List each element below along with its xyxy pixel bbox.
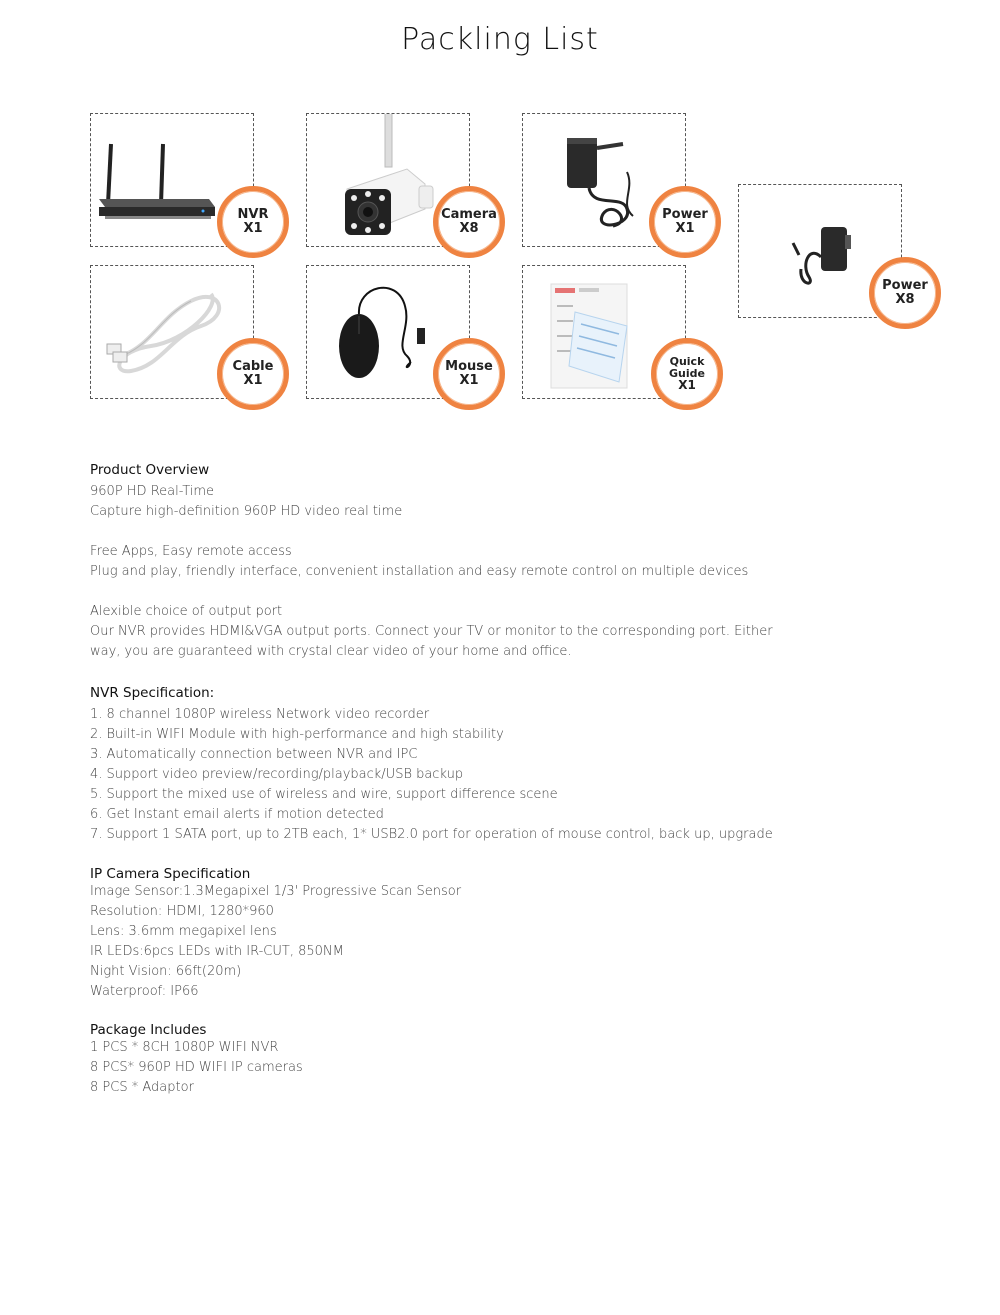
badge-qty: X1	[243, 373, 263, 388]
item-power-adapters	[738, 184, 928, 318]
item-nvr	[90, 113, 269, 247]
badge-qty: X1	[459, 373, 479, 388]
badge-mouse	[433, 338, 505, 410]
section-title: Product Overview	[90, 462, 210, 478]
badge-camera	[433, 186, 505, 258]
spec-line: 4. Support video preview/recording/playback/USB backup	[90, 767, 464, 782]
overview-line: 960P HD Real-Time	[90, 484, 215, 499]
package-includes-section	[90, 1022, 790, 1098]
item-power-adapter	[522, 113, 708, 247]
overview-line: Plug and play, friendly interface, convenient installation and easy remote control on multiple devices	[90, 564, 749, 579]
badge-qty: X1	[675, 221, 695, 236]
badge-nvr	[217, 186, 289, 258]
badge-qty: X1	[243, 221, 263, 236]
badge-label: Cable	[232, 359, 274, 375]
ip-camera-image	[307, 114, 447, 248]
package-line: 1 PCS * 8CH 1080P WIFI NVR	[90, 1040, 279, 1055]
badge-qty: X8	[459, 221, 479, 236]
badge-qty: X1	[678, 378, 696, 393]
package-line: 8 PCS * Adaptor	[90, 1080, 194, 1095]
quick-guide-image	[523, 266, 663, 400]
mouse-image	[307, 266, 447, 400]
overview-line: Capture high-definition 960P HD video real time	[90, 504, 403, 519]
badge-power-x8	[869, 257, 941, 329]
overview-line: Alexible choice of output port	[90, 604, 283, 619]
item-camera	[306, 113, 497, 247]
spec-line: Image Sensor:1.3Megapixel 1/3' Progressive Scan Sensor	[90, 884, 462, 899]
package-line: 8 PCS* 960P HD WIFI IP cameras	[90, 1060, 303, 1075]
spec-line: 3. Automatically connection between NVR and IPC	[90, 747, 418, 762]
badge-qty: X8	[895, 292, 915, 307]
spec-line: 1. 8 channel 1080P wireless Network video recorder	[90, 707, 430, 722]
section-title: NVR Specification:	[90, 685, 215, 701]
spec-line: Night Vision: 66ft(20m)	[90, 964, 242, 979]
badge-quick-guide	[651, 338, 723, 410]
badge-power-x1	[649, 186, 721, 258]
page-title: Packling List	[401, 22, 599, 57]
item-mouse	[306, 265, 493, 399]
power-adapter-image	[523, 114, 663, 248]
badge-label-line1: Quick	[669, 355, 705, 369]
spec-line: 6. Get Instant email alerts if motion detected	[90, 807, 384, 822]
power-adapter-image	[739, 185, 879, 319]
item-quick-guide	[522, 265, 705, 399]
badge-label: Power	[882, 278, 928, 294]
badge-cable	[217, 338, 289, 410]
badge-label: NVR	[237, 207, 269, 223]
overview-line: way, you are guaranteed with crystal clear video of your home and office.	[90, 644, 572, 659]
ip-camera-spec-section	[90, 866, 790, 1002]
spec-line: Waterproof: IP66	[90, 984, 199, 999]
spec-line: 5. Support the mixed use of wireless and wire, support difference scene	[90, 787, 558, 802]
spec-line: Lens: 3.6mm megapixel lens	[90, 924, 277, 939]
spec-line: Resolution: HDMI, 1280*960	[90, 904, 274, 919]
section-title: Package Includes	[90, 1022, 207, 1038]
badge-label: Mouse	[445, 359, 493, 375]
badge-label: Camera	[441, 207, 497, 223]
spec-line: IR LEDs:6pcs LEDs with IR-CUT, 850NM	[90, 944, 344, 959]
overview-line: Our NVR provides HDMI&VGA output ports. Connect your TV or monitor to the corresponding port. Either	[90, 624, 773, 639]
badge-label-line2: Guide	[669, 366, 705, 380]
network-cable-image	[91, 266, 231, 400]
item-cable	[90, 265, 274, 399]
spec-line: 2. Built-in WIFI Module with high-performance and high stability	[90, 727, 504, 742]
overview-line: Free Apps, Easy remote access	[90, 544, 292, 559]
spec-line: 7. Support 1 SATA port, up to 2TB each, 1* USB2.0 port for operation of mouse control, back up, upgrade	[90, 827, 773, 842]
nvr-spec-section	[90, 685, 790, 845]
product-overview-section	[90, 462, 790, 662]
section-title: IP Camera Specification	[90, 866, 251, 882]
badge-label: Power	[662, 207, 708, 223]
nvr-recorder-image	[91, 114, 231, 248]
